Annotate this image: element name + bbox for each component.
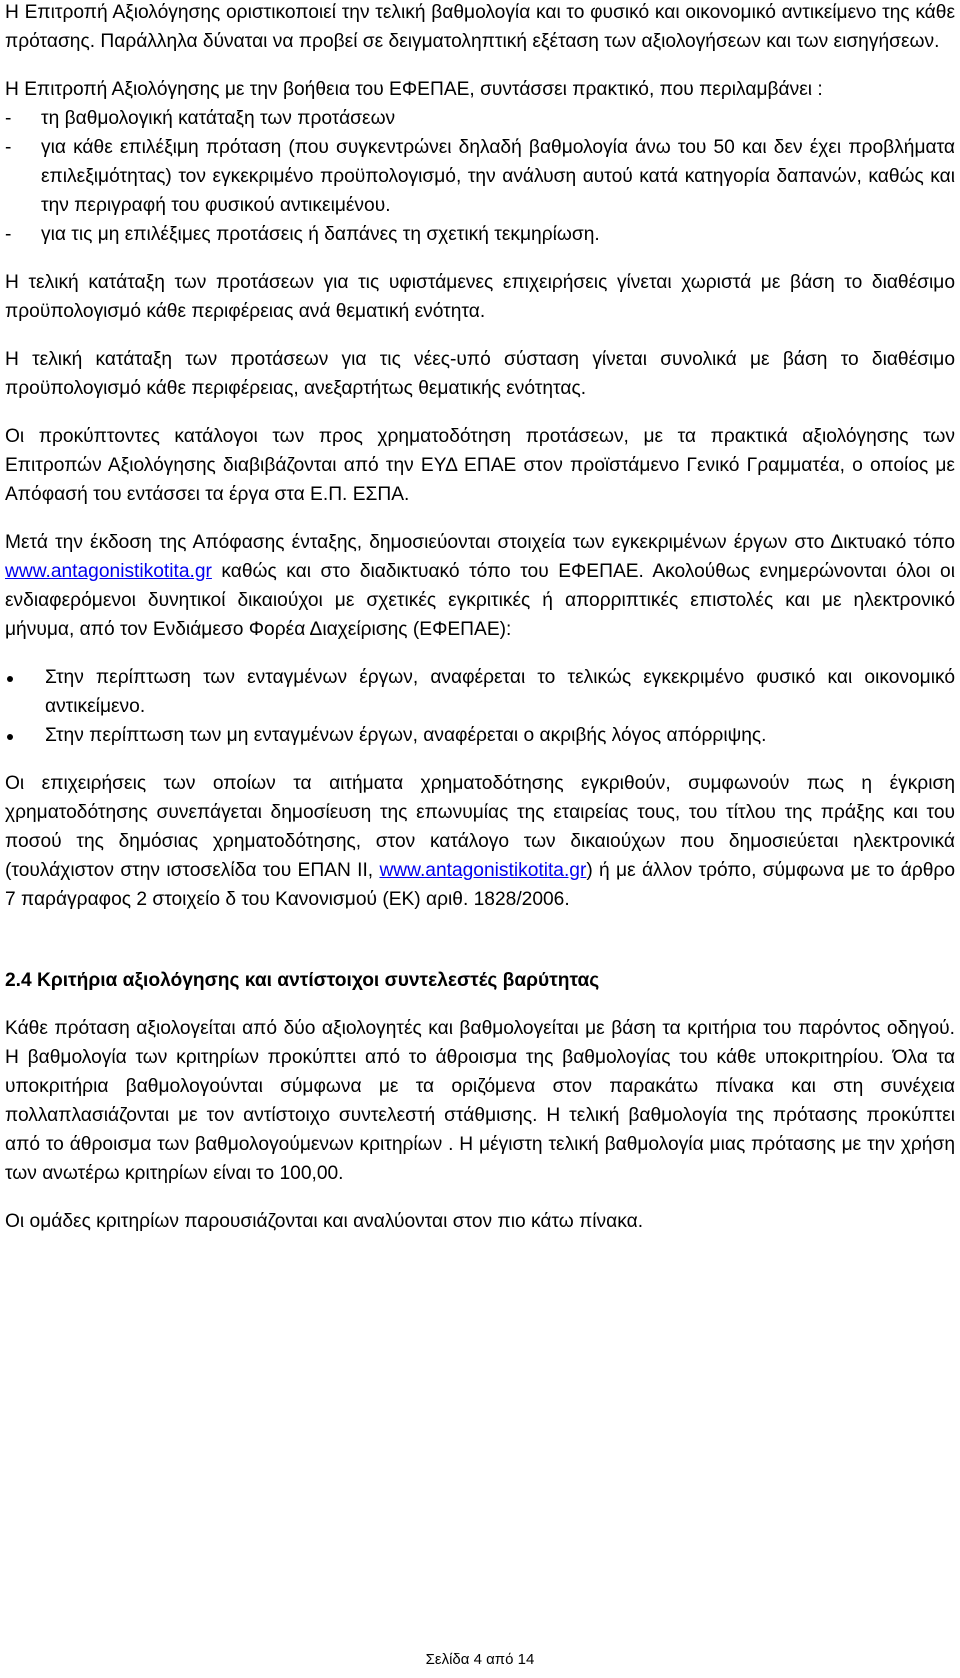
paragraph-lists-forwarded: Οι προκύπτοντες κατάλογοι των προς χρηματοδότηση προτάσεων, με τα πρακτικά αξιολόγησης των Επιτροπών Αξιολόγησης διαβιβάζονται από την ΕΥΔ ΕΠΑΕ στον προϊστάμενο Γενικό Γραμματέα, ο οποίος με Απόφασή του εντάσσει τα έργα στα Ε.Π. ΕΣΠΑ. (5, 426, 955, 505)
list-item (5, 133, 955, 220)
paragraph-beneficiaries-publication (5, 769, 955, 914)
list-item-text: για τις μη επιλέξιμες προτάσεις ή δαπάνες τη σχετική τεκμηρίωση. (41, 224, 600, 245)
list-item (5, 220, 955, 249)
antagonistikotita-link[interactable]: www.antagonistikotita.gr (379, 860, 587, 881)
paragraph-criteria-groups: Οι ομάδες κριτηρίων παρουσιάζονται και αναλύονται στον πιο κάτω πίνακα. (5, 1211, 644, 1232)
section-heading: 2.4 Κριτήρια αξιολόγησης και αντίστοιχοι συντελεστές βαρύτητας (5, 970, 600, 991)
bullet-icon (5, 721, 45, 750)
text-span: Μετά την έκδοση της Απόφασης ένταξης, δημοσιεύονται στοιχεία των εγκεκριμένων έργων στο Δικτυακό τόπο (5, 532, 955, 553)
paragraph-new-businesses-ranking: Η τελική κατάταξη των προτάσεων για τις νέες-υπό σύσταση γίνεται συνολικά με βάση το διαθέσιμο προϋπολογισμό κάθε περιφέρειας, ανεξαρτήτως θεματικής ενότητας. (5, 349, 955, 399)
text-span: ) ή με άλλον τρόπο, σύμφωνα με το άρθρο 7 παράγραφος 2 στοιχείο δ του Κανονισμού (ΕΚ) αριθ. 1828/2006. (5, 860, 955, 910)
antagonistikotita-link[interactable]: www.antagonistikotita.gr (5, 561, 212, 582)
paragraph-publication (5, 528, 955, 644)
list-item-text: Στην περίπτωση των μη ενταγμένων έργων, αναφέρεται ο ακριβής λόγος απόρριψης. (45, 725, 767, 746)
text-span: καθώς και στο διαδικτυακό τόπο του ΕΦΕΠΑΕ. Ακολούθως ενημερώνονται όλοι οι ενδιαφερόμενοι δυνητικοί δικαιούχοι με σχετικές εγκριτικές ή απορριπτικές επιστολές και με ηλεκτρονικό μήνυμα, από τον Ενδιάμεσο Φορέα Διαχείρισης (ΕΦΕΠΑΕ): (5, 561, 955, 640)
bullet-icon (5, 663, 45, 721)
text-span: Οι επιχειρήσεις των οποίων τα αιτήματα χρηματοδότησης εγκριθούν, συμφωνούν πως η έγκριση χρηματοδότησης συνεπάγεται δημοσίευση της επωνυμίας της εταιρείας τους, του τίτλου της πράξης και του ποσού της δημόσιας χρηματοδότησης, στον κατάλογο των δικαιούχων που δημοσιεύεται ηλεκτρονικά (τουλάχιστον στην ιστοσελίδα του ΕΠΑΝ ΙΙ, (5, 773, 955, 881)
dash-marker: - (5, 108, 12, 129)
paragraph-existing-businesses-ranking: Η τελική κατάταξη των προτάσεων για τις υφιστάμενες επιχειρήσεις γίνεται χωριστά με βάση το διαθέσιμο προϋπολογισμό κάθε περιφέρειας ανά θεματική ενότητα. (5, 272, 955, 322)
list-item (5, 663, 955, 721)
paragraph-evaluation-method: Κάθε πρόταση αξιολογείται από δύο αξιολογητές και βαθμολογείται με βάση τα κριτήρια του παρόντος οδηγού. Η βαθμολογία των κριτηρίων προκύπτει από το άθροισμα της βαθμολογίας του κάθε υποκριτηρίου. Όλα τα υποκριτήρια βαθμολογούνται σύμφωνα με τα οριζόμενα στον παρακάτω πίνακα και στη συνέχεια πολλαπλασιάζονται με τον αντίστοιχο συντελεστή στάθμισης. Η τελική βαθμολογία της πρότασης προκύπτει από το άθροισμα των βαθμολογούμενων κριτηρίων . Η μέγιστη τελική βαθμολογία μιας πρότασης με την χρήση των ανωτέρω κριτηρίων είναι το 100,00. (5, 1018, 955, 1184)
list-item-text: για κάθε επιλέξιμη πρόταση (που συγκεντρώνει δηλαδή βαθμολογία άνω του 50 και δεν έχει προβλήματα επιλεξιμότητας) τον εγκεκριμένο προϋπολογισμό, την ανάλυση αυτού κατά κατηγορία δαπανών, καθώς και την περιγραφή του φυσικού αντικειμένου. (41, 137, 955, 216)
list-item (5, 721, 955, 750)
notification-bullet-list (5, 663, 955, 750)
list-item-text: Στην περίπτωση των ενταγμένων έργων, αναφέρεται το τελικώς εγκεκριμένο φυσικό και οικονομικό αντικείμενο. (45, 667, 955, 717)
paragraph-committee-finalizes: Η Επιτροπή Αξιολόγησης οριστικοποιεί την τελική βαθμολογία και το φυσικό και οικονομικό αντικείμενο της κάθε πρότασης. Παράλληλα δύναται να προβεί σε δειγματοληπτική εξέταση των αξιολογήσεων και των εισηγήσεων. (5, 2, 955, 52)
dash-marker: - (5, 224, 12, 245)
list-item (5, 104, 955, 133)
page-number: Σελίδα 4 από 14 (425, 1651, 535, 1668)
document-body (5, 0, 955, 1236)
dash-marker: - (5, 137, 12, 158)
minutes-list (5, 104, 955, 249)
list-item-text: τη βαθμολογική κατάταξη των προτάσεων (41, 108, 396, 129)
paragraph-minutes-intro: Η Επιτροπή Αξιολόγησης με την βοήθεια του ΕΦΕΠΑΕ, συντάσσει πρακτικό, που περιλαμβάνει : (5, 79, 823, 100)
